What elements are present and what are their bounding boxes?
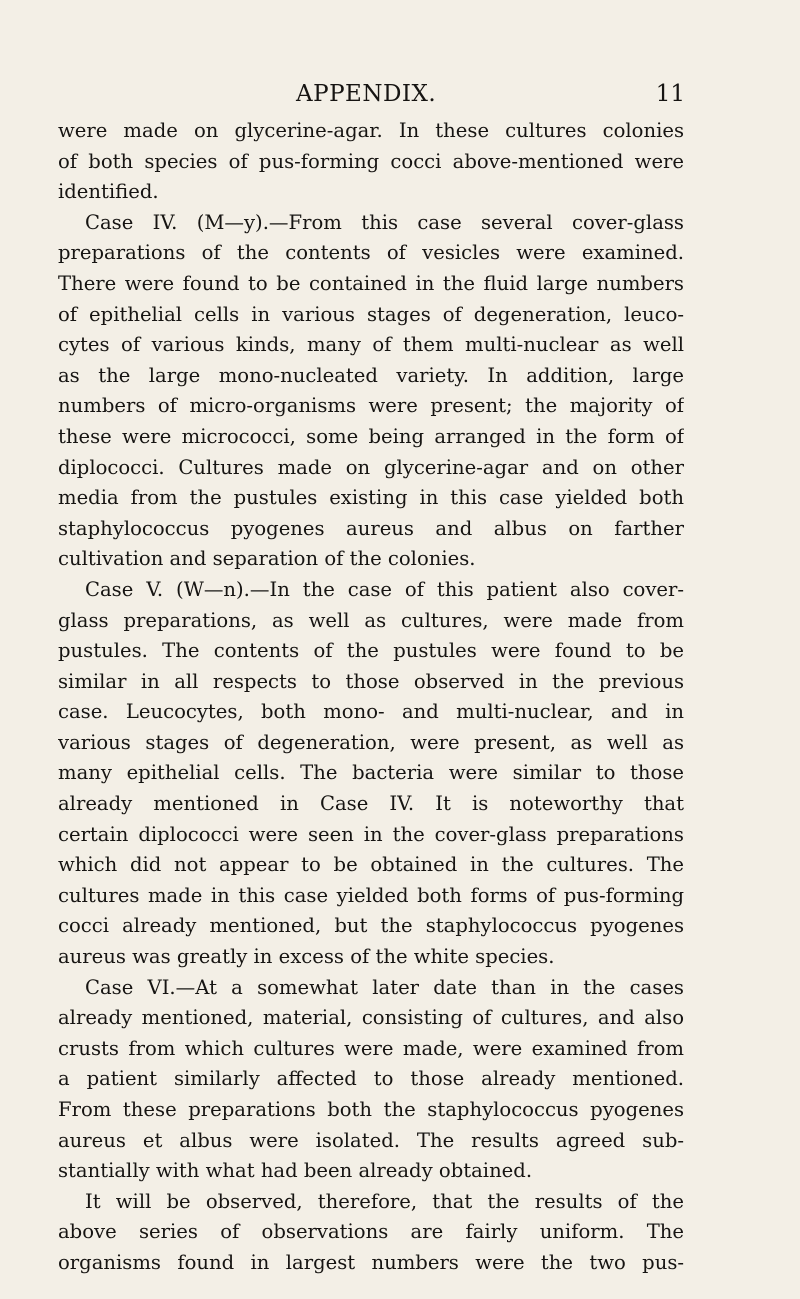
text-line: pustules. The contents of the pustules were found to be — [58, 639, 684, 663]
text-line: were made on glycerine-agar. In these cultures colonies — [58, 119, 684, 142]
text-line: staphylococcus pyogenes aureus and albus on farther — [58, 516, 684, 540]
text-line: There were found to be contained in the fluid large numbers — [58, 271, 684, 295]
text-line: diplococci. Cultures made on glycerine-agar and on other — [58, 455, 684, 479]
text-line: From these preparations both the staphylococcus pyogenes — [58, 1098, 684, 1121]
text-line: It will be observed, therefore, that the results of the — [85, 1189, 684, 1213]
text-line: cytes of various kinds, many of them multi-nuclear as well — [58, 333, 684, 357]
text-line: Case VI.—At a somewhat later date than in the cases — [85, 975, 684, 999]
text-line: Case IV. (M—y).—From this case several cover-glass — [85, 210, 684, 234]
text-line: of epithelial cells in various stages of degeneration, leuco- — [58, 302, 684, 326]
text-line: stantially with what had been already obtained. — [58, 1159, 533, 1183]
text-line: aureus was greatly in excess of the white species. — [58, 945, 555, 969]
text-line: a patient similarly affected to those already mentioned. — [58, 1067, 684, 1091]
text-line: media from the pustules existing in this case yielded both — [58, 486, 684, 510]
text-line: already mentioned, material, consisting of cultures, and also — [58, 1006, 684, 1030]
text-line: Case V. (W—n).—In the case of this patient also cover- — [85, 577, 684, 601]
text-line: cultures made in this case yielded both forms of pus-forming — [58, 883, 684, 907]
text-line: cultivation and separation of the colonies. — [58, 547, 476, 571]
text-line: preparations of the contents of vesicles were examined. — [58, 241, 684, 265]
text-line: these were micrococci, some being arranged in the form of — [58, 424, 684, 448]
text-line: crusts from which cultures were made, were examined from — [58, 1036, 684, 1060]
text-line: which did not appear to be obtained in the cultures. The — [58, 853, 684, 877]
text-line: above series of observations are fairly uniform. The — [58, 1220, 684, 1244]
text-line: of both species of pus-forming cocci above-mentioned were — [58, 149, 684, 173]
text-line: certain diplococci were seen in the cover-glass preparations — [58, 822, 684, 846]
text-line: similar in all respects to those observed in the previous — [58, 669, 684, 693]
text-line: cocci already mentioned, but the staphylococcus pyogenes — [58, 914, 684, 938]
text-line: already mentioned in Case IV. It is noteworthy that — [58, 792, 684, 816]
text-line: numbers of micro-organisms were present; the majority of — [58, 394, 684, 418]
running-head-title: APPENDIX. — [296, 81, 437, 107]
text-line: identified. — [58, 180, 159, 204]
text-line: glass preparations, as well as cultures, were made from — [58, 608, 684, 632]
page-number: 11 — [655, 81, 685, 107]
running-head — [0, 76, 800, 112]
body-text — [58, 116, 684, 1279]
text-line: many epithelial cells. The bacteria were similar to those — [58, 761, 684, 785]
text-line: various stages of degeneration, were present, as well as — [58, 730, 684, 754]
text-line: organisms found in largest numbers were the two pus- — [58, 1250, 684, 1274]
text-line: aureus et albus were isolated. The results agreed sub- — [58, 1128, 684, 1152]
text-line: case. Leucocytes, both mono- and multi-nuclear, and in — [58, 700, 684, 724]
text-line: as the large mono-nucleated variety. In addition, large — [58, 363, 684, 387]
